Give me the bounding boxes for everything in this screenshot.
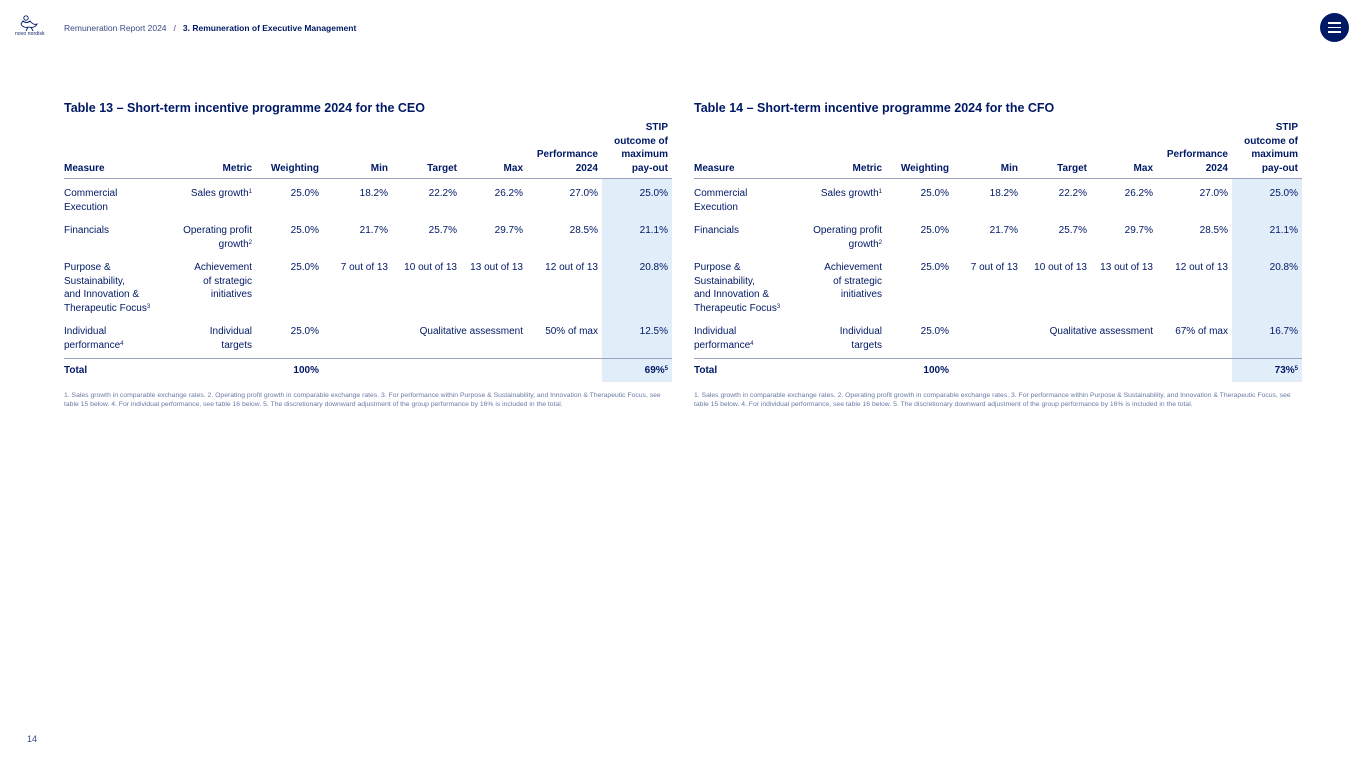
total-weighting: 100%	[256, 359, 323, 382]
table-row	[694, 183, 1302, 220]
max-cell: 29.7%	[1124, 225, 1153, 236]
stip-cell: 16.7%	[1232, 321, 1302, 359]
max-cell: 29.7%	[494, 225, 523, 236]
stip-cell: 21.1%	[602, 220, 672, 257]
measure-cell: Purpose & Sustainability, and Innovation & Therapeutic Focus$^3$	[64, 262, 151, 314]
target-cell: 25.7%	[1058, 225, 1087, 236]
performance-cell: 28.5%	[1199, 225, 1228, 236]
weighting-cell: 25.0%	[920, 262, 949, 273]
performance-cell: 12 out of 13	[545, 262, 598, 273]
stip-cell: 25.0%	[1232, 183, 1302, 220]
measure-cell: Individual performance$^4$	[694, 326, 754, 351]
weighting-cell: 25.0%	[920, 225, 949, 236]
col-max: Max	[461, 121, 527, 179]
col-performance: Performance 2024	[527, 121, 602, 179]
weighting-cell: 25.0%	[290, 326, 319, 337]
col-stip-outcome: STIP outcome of maximum pay-out	[1232, 121, 1302, 179]
min-cell: 21.7%	[359, 225, 388, 236]
ceo-footnote: 1. Sales growth in comparable exchange rates. 2. Operating profit growth in comparable exchange rates. 3. For performance within Purpose & Sustainability, and Innovation & Therapeutic Focus, see table 15 below. 4. For individual performance, see table 16 below. 5. The discretionary downward adjustment of the group performance by 16% is included in the total.	[64, 391, 661, 408]
breadcrumb-current-section[interactable]: 3. Remuneration of Executive Management	[182, 23, 357, 33]
col-measure: Measure	[64, 121, 159, 179]
col-max: Max	[1091, 121, 1157, 179]
breadcrumb-separator: /	[173, 23, 176, 33]
col-metric: Metric	[159, 121, 256, 179]
col-target: Target	[1022, 121, 1091, 179]
col-target: Target	[392, 121, 461, 179]
total-label: Total	[64, 359, 159, 382]
metric-cell: Operating profit growth$^2$	[813, 225, 882, 250]
metric-cell: Achievement of strategic initiatives	[824, 262, 882, 300]
total-stip: 73%$^5$	[1232, 359, 1302, 382]
performance-cell: 12 out of 13	[1175, 262, 1228, 273]
hamburger-icon-bar	[1328, 22, 1341, 23]
weighting-cell: 25.0%	[290, 262, 319, 273]
col-measure: Measure	[694, 121, 789, 179]
target-cell: 22.2%	[428, 188, 457, 199]
measure-cell: Individual performance$^4$	[64, 326, 124, 351]
table-row	[64, 321, 672, 359]
weighting-cell: 25.0%	[290, 225, 319, 236]
hamburger-icon-bar	[1328, 31, 1341, 32]
col-metric: Metric	[789, 121, 886, 179]
performance-cell: 27.0%	[1199, 188, 1228, 199]
min-cell: 18.2%	[989, 188, 1018, 199]
qualitative-cell: Qualitative assessment	[419, 326, 523, 337]
weighting-cell: 25.0%	[920, 326, 949, 337]
table-header-row	[64, 121, 672, 179]
target-cell: 22.2%	[1058, 188, 1087, 199]
cfo-table-title: Table 14 – Short-term incentive programme 2024 for the CFO	[694, 101, 1055, 115]
stip-cell: 21.1%	[1232, 220, 1302, 257]
col-weighting: Weighting	[886, 121, 953, 179]
max-cell: 26.2%	[1124, 188, 1153, 199]
min-cell: 7 out of 13	[970, 262, 1018, 273]
measure-cell: Financials	[694, 225, 740, 236]
max-cell: 26.2%	[494, 188, 523, 199]
stip-cell: 25.0%	[602, 183, 672, 220]
col-weighting: Weighting	[256, 121, 323, 179]
metric-cell: Individual targets	[839, 326, 882, 351]
ceo-table-title: Table 13 – Short-term incentive programme 2024 for the CEO	[64, 101, 425, 115]
performance-cell: 50% of max	[545, 326, 598, 337]
performance-cell: 28.5%	[569, 225, 598, 236]
min-cell: 7 out of 13	[340, 262, 388, 273]
col-performance: Performance 2024	[1157, 121, 1232, 179]
table-row	[64, 257, 672, 321]
max-cell: 13 out of 13	[470, 262, 523, 273]
col-min: Min	[953, 121, 1022, 179]
metric-cell: Operating profit growth$^2$	[183, 225, 252, 250]
ceo-table-block	[64, 101, 672, 409]
cfo-footnote: 1. Sales growth in comparable exchange rates. 2. Operating profit growth in comparable exchange rates. 3. For performance within Purpose & Sustainability, and Innovation & Therapeutic Focus, see table 15 below. 4. For individual performance, see table 16 below. 5. The discretionary downward adjustment of the group performance by 16% is included in the total.	[694, 391, 1291, 408]
ceo-stip-table	[64, 121, 672, 382]
target-cell: 10 out of 13	[404, 262, 457, 273]
menu-button[interactable]	[1320, 13, 1349, 42]
col-stip-outcome: STIP outcome of maximum pay-out	[602, 121, 672, 179]
table-row	[64, 220, 672, 257]
weighting-cell: 25.0%	[290, 188, 319, 199]
table-row	[694, 321, 1302, 359]
metric-cell: Individual targets	[209, 326, 252, 351]
min-cell: 21.7%	[989, 225, 1018, 236]
measure-cell: Commercial Execution	[64, 188, 118, 213]
metric-cell: Sales growth$^1$	[820, 188, 882, 199]
breadcrumb	[64, 23, 356, 33]
table-row	[64, 183, 672, 220]
total-label: Total	[694, 359, 789, 382]
breadcrumb-report-link[interactable]: Remuneration Report 2024	[64, 23, 167, 33]
metric-cell: Sales growth$^1$	[190, 188, 252, 199]
total-row	[694, 359, 1302, 382]
cfo-table-block	[694, 101, 1302, 409]
table-row	[694, 257, 1302, 321]
stip-cell: 20.8%	[602, 257, 672, 321]
weighting-cell: 25.0%	[920, 188, 949, 199]
measure-cell: Commercial Execution	[694, 188, 748, 213]
logo-wordmark: novo nordisk	[15, 31, 45, 37]
total-stip: 69%$^5$	[602, 359, 672, 382]
table-header-row	[694, 121, 1302, 179]
col-min: Min	[323, 121, 392, 179]
cfo-stip-table	[694, 121, 1302, 382]
target-cell: 25.7%	[428, 225, 457, 236]
page-number: 14	[27, 734, 38, 744]
target-cell: 10 out of 13	[1034, 262, 1087, 273]
performance-cell: 67% of max	[1175, 326, 1228, 337]
performance-cell: 27.0%	[569, 188, 598, 199]
measure-cell: Purpose & Sustainability, and Innovation & Therapeutic Focus$^3$	[694, 262, 781, 314]
stip-cell: 12.5%	[602, 321, 672, 359]
max-cell: 13 out of 13	[1100, 262, 1153, 273]
stip-cell: 20.8%	[1232, 257, 1302, 321]
metric-cell: Achievement of strategic initiatives	[194, 262, 252, 300]
total-weighting: 100%	[886, 359, 953, 382]
qualitative-cell: Qualitative assessment	[1049, 326, 1153, 337]
hamburger-icon-bar	[1328, 27, 1341, 28]
table-row	[694, 220, 1302, 257]
min-cell: 18.2%	[359, 188, 388, 199]
total-row	[64, 359, 672, 382]
measure-cell: Financials	[64, 225, 110, 236]
